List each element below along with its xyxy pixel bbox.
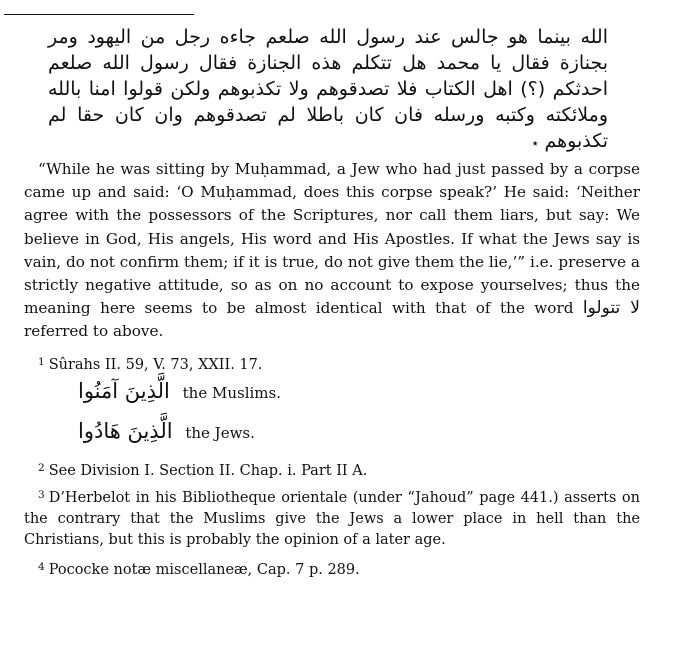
footnote-4-number: 4	[38, 561, 45, 573]
top-rule	[4, 14, 194, 15]
arabic-end-mark: ٭	[531, 136, 539, 150]
footnote-3	[24, 485, 640, 551]
translation-ending: referred to above.	[24, 322, 164, 341]
footnote-2	[38, 458, 654, 482]
footnote-1-text: Sûrahs II. 59, V. 73, XXII. 17.	[48, 357, 263, 373]
gloss-jews-english: the Jews.	[185, 424, 255, 442]
gloss-jews	[78, 416, 255, 448]
english-translation	[24, 158, 640, 344]
arabic-passage-text: الله بينما هو جالس عند رسول الله صلعم جاءه رجل من اليهود ومر بجنازة فقال يا محمد هل تتكلم هذه الجنازة فقال رسول الله صلعم احدثكم (؟) اهل الكتاب فلا تصدقوهم ولا تكذبوهم ولكن قولوا امنا بالله وملائكته وكتبه ورسله فان كان باطلا لم تصدقوهم وان كان حقا لم تكذبوهم	[48, 26, 608, 152]
gloss-muslims-english: the Muslims.	[182, 384, 281, 402]
footnote-4-text: Pococke notæ miscellaneæ, Cap. 7 p. 289.	[48, 562, 360, 578]
translation-text: “While he was sitting by Muḥammad, a Jew who had just passed by a corpse came up and said: ‘O Muḥammad, does this corpse speak?’ He said: ‘Neither agree with the possessors of the Scriptures, nor call them liars, but say: We believe in God, His angels, His word and His Apostles. If what the Jews say is vain, do not confirm them; if it is true, do not give them the lie,’” i.e. preserve a strictly negative attitude, so as on no account to expose yourselves; thus the meaning here seems to be almost identical with that of the word	[24, 160, 640, 318]
gloss-muslims	[78, 376, 281, 408]
footnote-3-text: D’Herbelot in his Bibliotheque orientale (under “Jahoud” page 441.) asserts on the contrary that the Muslims give the Jews a lower place in hell than the Christians, but this is probably the opinion of a later age.	[24, 490, 640, 548]
footnote-3-number: 3	[38, 489, 45, 501]
footnote-2-number: 2	[38, 462, 45, 474]
gloss-jews-arabic: الَّذِينَ هَادُوا	[78, 419, 173, 443]
arabic-passage	[48, 24, 608, 156]
footnote-1-number: 1	[38, 356, 45, 368]
arabic-inline-word: لا تتولوا	[582, 298, 641, 319]
gloss-muslims-arabic: الَّذِينَ آمَنُوا	[78, 379, 170, 403]
footnote-4	[38, 557, 654, 581]
footnote-1	[38, 352, 654, 376]
footnote-2-text: See Division I. Section II. Chap. i. Part II A.	[48, 463, 368, 479]
